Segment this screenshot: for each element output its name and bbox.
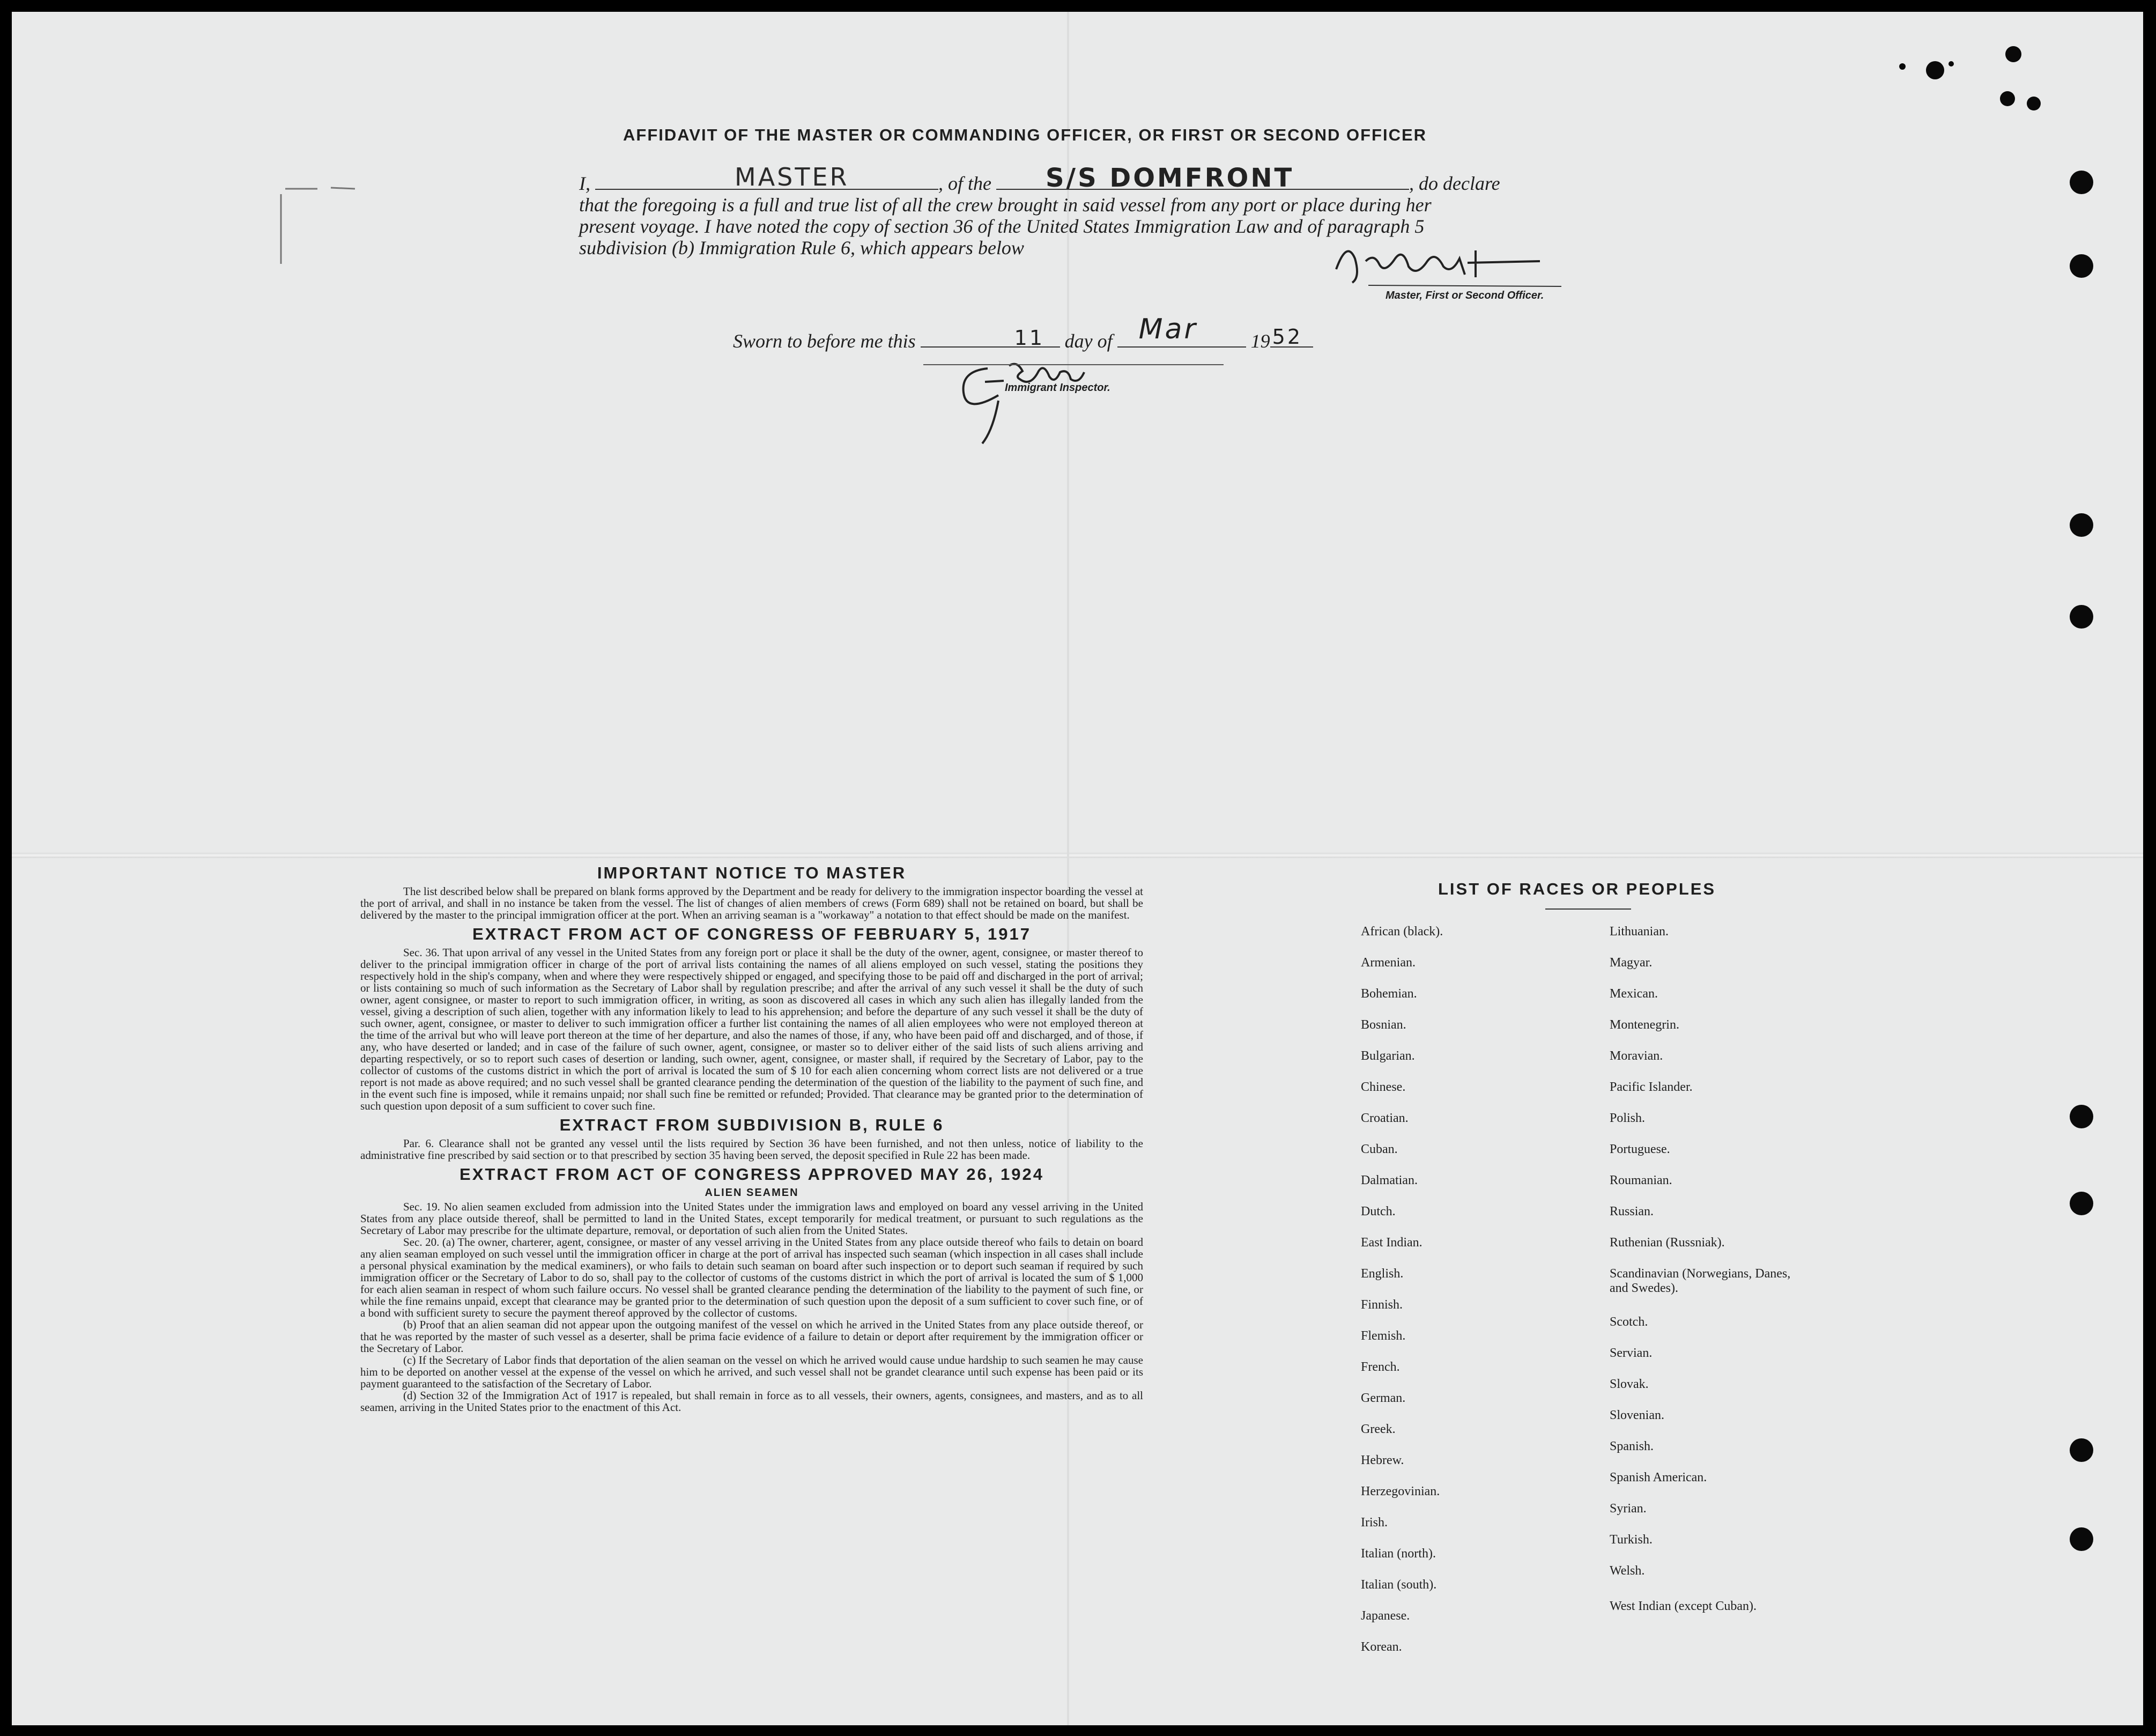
race-item: Ruthenian (Russniak). bbox=[1610, 1236, 1725, 1250]
affidavit-line-4: subdivision (b) Immigration Rule 6, which appears below bbox=[579, 237, 1024, 258]
race-item: Japanese. bbox=[1361, 1609, 1410, 1623]
fold-crease bbox=[12, 853, 2143, 858]
race-item: Croatian. bbox=[1361, 1111, 1409, 1125]
race-item: Pacific Islander. bbox=[1610, 1080, 1693, 1094]
punch-hole bbox=[2070, 1527, 2093, 1551]
race-item: Slovak. bbox=[1610, 1377, 1649, 1391]
race-item: Dalmatian. bbox=[1361, 1173, 1418, 1187]
extract1-body: Sec. 36. That upon arrival of any vessel in the United States from any foreign port or place it shall be the duty of the owner, agent, consignee, or master thereof to deliver to the principal immigration officer in charge of the port of arrival lists containing the names of all aliens employed on such vessel, stating the positions they respectively hold in the ship's company, when and where they were respectively shipped or engaged, and specifying those to be paid off and discharged in the port of arrival; or lists containing so much of such information as the Secretary of Labor shall by regulation prescribe; and after the arrival of any such vessel it shall be the duty of such owner, agent consignee, or master to report to such immigration officer, in writing, as soon as discovered all cases in which any such alien has illegally landed from the vessel, giving a description of such alien, together with any information likely to lead to his apprehension; and before the departure of any such vessel it shall be the duty of such owner, agent, consignee, or master to deliver to such immigration officer a further list containing the names of all alien employees who were not employed thereon at the time of the arrival but who will leave port thereon at the time of her departure, and also the names of those, if any, who have been paid off and discharged, and of those, if any, who have deserted or landed; and in case of the failure of such owner, agent, consignee, or master so to deliver either of the said lists of such aliens arriving and departing respectively, or so to report such cases of desertion or landing, such owner, agent, consignee, or master shall, if required by the Secretary of Labor, pay to the collector of customs of the customs district in which the port of arrival is located the sum of $ 10 for each alien concerning whom correct lists are not delivered or a true report is not made as above required; and no such vessel shall be granted clearance pending the determination of the question of the liability to the payment of such fine, and in the event such fine is imposed, while it remains unpaid; nor shall such fine be remitted or refunded; Provided. That clearance may be granted prior to the determination of such question upon deposit of a sum sufficient to cover such fine. bbox=[360, 946, 1143, 1112]
race-item: Bulgarian. bbox=[1361, 1049, 1415, 1063]
affidavit-line-3: present voyage. I have noted the copy of section 36 of the United States Immigration Law and of paragraph 5 bbox=[579, 216, 1425, 237]
ink-speck bbox=[2005, 46, 2021, 62]
sec19-body: Sec. 19. No alien seamen excluded from admission into the United States under the immigration laws and employed on board any vessel arriving in the United States from any place outside thereof, shall be permitted to land in the United States, except temporarily for medical treatment, or pursuant to such regulations as the Secretary of Labor may prescribe for the ultimate departure, removal, or deportation of such alien from the United States. bbox=[360, 1200, 1143, 1237]
extract3-title: EXTRACT FROM ACT OF CONGRESS APPROVED MAY 26, 1924 bbox=[460, 1165, 1044, 1184]
race-item: Servian. bbox=[1610, 1346, 1653, 1360]
do-declare-label: , do declare bbox=[1409, 173, 1500, 194]
sec20a-body: Sec. 20. (a) The owner, charterer, agent, consignee, or master of any vessel arriving in the United States from any place outside thereof who fails to detain on board any alien seaman employed on such vessel until the immigration officer in charge at the port of arrival has inspected such seaman (which inspection in all cases shall include a personal physical examination by the medical examiners), or who fails to detain such seaman on board after such inspection or to deport such seaman if required by such immigration officer or the Secretary of Labor to do so, shall pay to the collector of customs of the customs district in which the port of arrival is located the sum of $ 1,000 for each alien seaman in respect of whom such failure occurs. No vessel shall be granted clearance pending the determination of the liability to the payment of such fine, or while the fine remains unpaid, except that clearance may be granted prior to the determination of such question upon the deposit of a sum sufficient to cover such fine, or of a bond with sufficient surety to secure the payment thereof approved by the collector of customs. bbox=[360, 1236, 1143, 1319]
race-item: Mexican. bbox=[1610, 987, 1658, 1001]
race-item: Spanish American. bbox=[1610, 1471, 1707, 1484]
race-item: Scotch. bbox=[1610, 1315, 1648, 1329]
race-item: Slovenian. bbox=[1610, 1408, 1664, 1422]
ship-blank bbox=[996, 163, 1409, 193]
notice-title: IMPORTANT NOTICE TO MASTER bbox=[597, 863, 907, 882]
ink-speck bbox=[1948, 61, 1954, 67]
punch-hole bbox=[2070, 1105, 2093, 1128]
race-item: Greek. bbox=[1361, 1422, 1396, 1436]
i-label: I, bbox=[579, 173, 590, 194]
race-item: Russian. bbox=[1610, 1205, 1654, 1218]
margin-mark bbox=[275, 173, 371, 269]
punch-hole bbox=[2070, 1438, 2093, 1462]
master-blank bbox=[595, 162, 938, 191]
race-item: Welsh. bbox=[1610, 1564, 1645, 1578]
race-item: Armenian. bbox=[1361, 956, 1416, 970]
of-the-label: , of the bbox=[938, 173, 991, 194]
extract2-body: Par. 6. Clearance shall not be granted any vessel until the lists required by Section 36 have been furnished, and not then unless, notice of liability to the administrative fine prescribed by said section or to that prescribed by section 35 having been served, the deposit specified in Rule 22 has been made. bbox=[360, 1137, 1143, 1162]
race-item: Turkish. bbox=[1610, 1533, 1653, 1547]
document-page bbox=[12, 12, 2143, 1725]
race-item: Dutch. bbox=[1361, 1205, 1396, 1218]
race-item: French. bbox=[1361, 1360, 1400, 1374]
race-item: Magyar. bbox=[1610, 956, 1653, 970]
race-item: Lithuanian. bbox=[1610, 925, 1669, 939]
race-item: Irish. bbox=[1361, 1516, 1388, 1530]
master-handwritten: MASTER bbox=[735, 162, 849, 191]
race-item: Bohemian. bbox=[1361, 987, 1417, 1001]
punch-hole bbox=[2070, 605, 2093, 629]
extract1-title: EXTRACT FROM ACT OF CONGRESS OF FEBRUARY 5, 1917 bbox=[472, 925, 1031, 943]
race-item: West Indian (except Cuban). bbox=[1610, 1599, 1757, 1613]
race-item: Scandinavian (Norwegians, Danes, and Swedes). bbox=[1610, 1267, 1791, 1295]
officer-label: Master, First or Second Officer. bbox=[1386, 290, 1544, 301]
sec20d-body: (d) Section 32 of the Immigration Act of 1917 is repealed, but shall remain in force as to all vessels, their owners, agents, consignees, and masters, and as to all seamen, arriving in the United States prior to the enactment of this Act. bbox=[360, 1389, 1143, 1414]
day-of-label: day of bbox=[1064, 330, 1113, 352]
race-item: Herzegovinian. bbox=[1361, 1484, 1440, 1498]
ink-speck bbox=[2000, 91, 2015, 106]
extract3-subtitle: ALIEN SEAMEN bbox=[705, 1187, 799, 1199]
race-item: Spanish. bbox=[1610, 1439, 1654, 1453]
inspector-label: Immigrant Inspector. bbox=[1005, 382, 1110, 394]
affidavit-line-1 bbox=[579, 162, 1576, 194]
master-signature bbox=[1315, 237, 1567, 296]
race-item: Montenegrin. bbox=[1610, 1018, 1679, 1032]
notice-section bbox=[360, 863, 1143, 1414]
punch-hole bbox=[2070, 1192, 2093, 1215]
sec20c-body: (c) If the Secretary of Labor finds that deportation of the alien seaman on the vessel on which he arrived would cause undue hardship to such seamen he may cause him to be deported on another vessel at the expense of the vessel on which he arrived, and such vessel shall not be grandet clearance until such expense has been paid or its payment guaranteed to the satisfaction of the Secretary of Labor. bbox=[360, 1354, 1143, 1390]
race-item: African (black). bbox=[1361, 925, 1443, 939]
race-item: Flemish. bbox=[1361, 1329, 1406, 1343]
race-item: Chinese. bbox=[1361, 1080, 1406, 1094]
race-item: German. bbox=[1361, 1391, 1406, 1405]
ship-handwritten: S/S DOMFRONT bbox=[1045, 163, 1294, 193]
sworn-label: Sworn to before me this bbox=[733, 330, 916, 352]
extract2-title: EXTRACT FROM SUBDIVISION B, RULE 6 bbox=[559, 1116, 944, 1134]
sec20b-body: (b) Proof that an alien seaman did not appear upon the outgoing manifest of the vessel on which he arrived in the United States from any place outside thereof, or that he was reported by the master of such vessel as a deserter, shall be prima facie evidence of a failure to detain or deport after requirement by the immigration officer or the Secretary of Labor. bbox=[360, 1318, 1143, 1355]
race-item: Cuban. bbox=[1361, 1142, 1398, 1156]
race-item: Polish. bbox=[1610, 1111, 1646, 1125]
race-item: Korean. bbox=[1361, 1640, 1402, 1654]
race-item: East Indian. bbox=[1361, 1236, 1422, 1250]
year-label: 19 bbox=[1250, 330, 1270, 352]
affidavit-title: AFFIDAVIT OF THE MASTER OR COMMANDING OFFICER, OR FIRST OR SECOND OFFICER bbox=[623, 125, 1427, 144]
month-handwritten: Mar bbox=[1138, 313, 1198, 345]
day-handwritten: 11 bbox=[1014, 326, 1045, 350]
ink-speck bbox=[2027, 97, 2041, 110]
races-rule bbox=[1545, 908, 1631, 910]
race-item: Portuguese. bbox=[1610, 1142, 1670, 1156]
year-handwritten: 52 bbox=[1272, 325, 1302, 349]
ink-speck bbox=[1926, 61, 1944, 79]
notice-body: The list described below shall be prepared on blank forms approved by the Department and be ready for delivery to the immigration inspector boarding the vessel at the port of arrival, and shall in no instance be taken from the vessel. The list of changes of alien members of crews (Form 689) shall not be retained on board, but shall be delivered by the master to the principal immigration officer at the port. When an arriving seaman is a "workaway" a notation to that effect should be made on the manifest. bbox=[360, 885, 1143, 921]
race-item: Italian (south). bbox=[1361, 1578, 1437, 1592]
punch-hole bbox=[2070, 254, 2093, 278]
races-title: LIST OF RACES OR PEOPLES bbox=[1438, 880, 1716, 898]
race-item: Moravian. bbox=[1610, 1049, 1663, 1063]
punch-hole bbox=[2070, 171, 2093, 194]
year-blank bbox=[1270, 325, 1313, 349]
ink-speck bbox=[1899, 63, 1906, 70]
race-item: Finnish. bbox=[1361, 1298, 1403, 1312]
race-item: Hebrew. bbox=[1361, 1453, 1404, 1467]
race-item: English. bbox=[1361, 1267, 1404, 1281]
punch-hole bbox=[2070, 513, 2093, 537]
affidavit-line-2: that the foregoing is a full and true list of all the crew brought in said vessel from any port or place during her bbox=[579, 194, 1432, 216]
race-item: Syrian. bbox=[1610, 1502, 1647, 1516]
race-item: Bosnian. bbox=[1361, 1018, 1406, 1032]
race-item: Roumanian. bbox=[1610, 1173, 1672, 1187]
race-item: Italian (north). bbox=[1361, 1547, 1436, 1561]
